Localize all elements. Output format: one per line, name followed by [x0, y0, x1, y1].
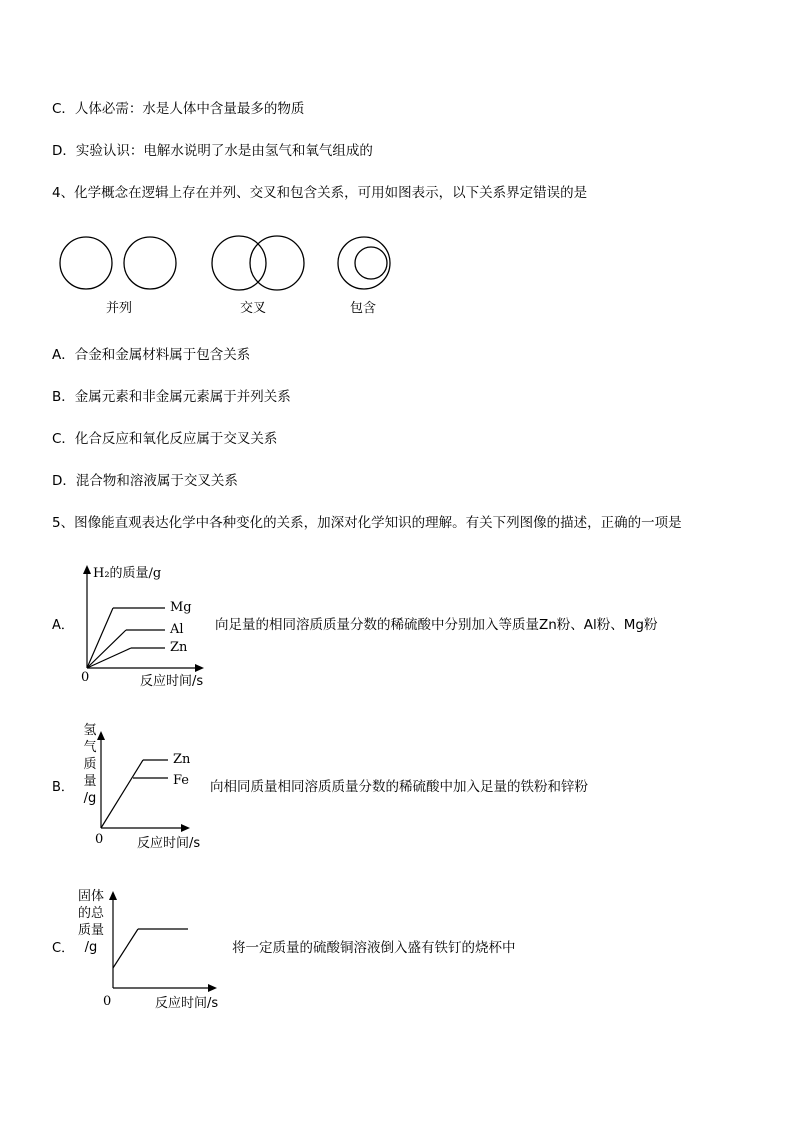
graph-b-x-arrow — [181, 824, 190, 832]
graph-a-xlabel: 反应时间/s — [140, 674, 204, 689]
q5-option-c-letter: C． — [52, 941, 75, 956]
q5-stem: 5、图像能直观表达化学中各种变化的关系，加深对化学知识的理解。有关下列图像的描述，正确的一项是 — [52, 515, 682, 531]
graph-b-ylabel-char-1: 氢 — [83, 723, 97, 738]
q3-option-c: C．人体必需：水是人体中含量最多的物质 — [52, 101, 305, 117]
graph-a-x-arrow — [195, 664, 204, 672]
contain-circle-inner — [355, 247, 387, 279]
graph-c-ylabel — [74, 888, 108, 956]
q4-option-c: C．化合反应和氧化反应属于交叉关系 — [52, 431, 278, 447]
graph-b-ylabel-char-2: 气 — [83, 740, 97, 755]
q4-option-b: B．金属元素和非金属元素属于并列关系 — [52, 389, 291, 405]
graph-c-ylabel-line-3: 质量 — [77, 923, 104, 938]
graph-a-ylabel: H₂的质量/g — [93, 566, 162, 581]
q5-option-c-desc: 将一定质量的硫酸铜溶液倒入盛有铁钉的烧杯中 — [232, 940, 516, 956]
graph-c-y-arrow — [109, 891, 117, 900]
q5-option-b-letter: B． — [52, 780, 74, 795]
graph-a-mg-line-rise — [87, 608, 113, 668]
graph-a-zn-line-rise — [87, 648, 131, 668]
parallel-circle-left — [60, 237, 112, 289]
graph-a-label-al: Al — [170, 622, 184, 637]
graph-c-x-arrow — [208, 984, 217, 992]
graph-b-zn-line-rise — [101, 760, 143, 828]
graph-c-ylabel-line-1: 固体 — [77, 889, 104, 904]
label-intersect: 交叉 — [240, 301, 267, 316]
graph-a-al-line-rise — [87, 630, 126, 668]
q4-option-a: A．合金和金属材料属于包含关系 — [52, 347, 251, 363]
graph-a-label-zn: Zn — [170, 640, 188, 655]
graph-c-line-rise — [113, 929, 138, 968]
q5-option-a-letter: A． — [52, 618, 74, 633]
label-contain: 包含 — [350, 301, 377, 316]
q4-option-d: D．混合物和溶液属于交叉关系 — [52, 473, 238, 489]
graph-b-xlabel: 反应时间/s — [137, 836, 201, 851]
graph-b-ylabel-char-5: /g — [83, 791, 97, 806]
graph-b-ylabel-char-3: 质 — [83, 757, 97, 772]
graph-a-y-arrow — [83, 565, 91, 574]
graph-c-origin: 0 — [103, 994, 112, 1009]
intersect-circle-right — [250, 236, 304, 290]
graph-c-ylabel-line-2: 的总 — [77, 906, 104, 921]
q5-option-a-desc: 向足量的相同溶质质量分数的稀硫酸中分别加入等质量Zn粉、Al粉、Mg粉 — [215, 617, 658, 633]
graph-a-label-mg: Mg — [170, 600, 192, 615]
graph-b-label-fe: Fe — [173, 773, 190, 788]
parallel-circle-right — [124, 237, 176, 289]
intersect-circle-left — [212, 236, 266, 290]
graph-c-xlabel: 反应时间/s — [155, 996, 219, 1011]
graph-b-label-zn: Zn — [173, 752, 191, 767]
graph-a-origin: 0 — [81, 670, 90, 685]
graph-b-origin: 0 — [95, 832, 104, 847]
graph-b-ylabel — [80, 722, 100, 807]
graph-c-ylabel-line-4: /g — [84, 940, 98, 955]
q3-option-d: D．实验认识：电解水说明了水是由氢气和氧气组成的 — [52, 143, 373, 159]
q4-stem: 4、化学概念在逻辑上存在并列、交叉和包含关系，可用如图表示，以下关系界定错误的是 — [52, 185, 588, 201]
contain-circle-outer — [338, 237, 390, 289]
label-parallel: 并列 — [106, 301, 133, 316]
q5-option-b-desc: 向相同质量相同溶质质量分数的稀硫酸中加入足量的铁粉和锌粉 — [210, 779, 588, 795]
graph-b-ylabel-char-4: 量 — [83, 774, 97, 789]
